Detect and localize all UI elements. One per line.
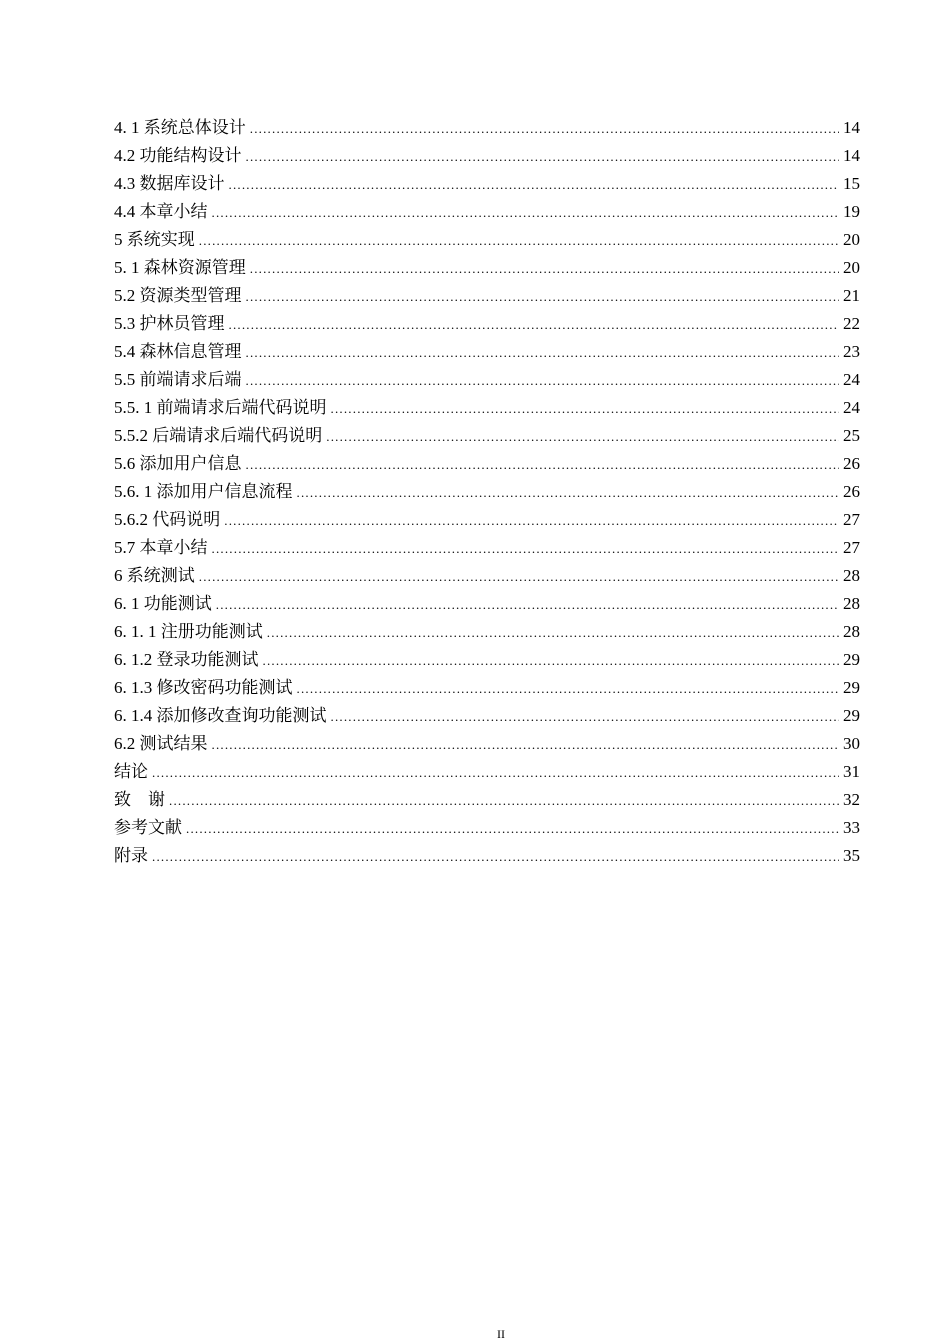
dot-leader: [199, 227, 839, 255]
toc-entry-page: 14: [843, 146, 860, 165]
toc-entry-page: 26: [843, 454, 860, 473]
toc-entry-title: 5.6.2 代码说明: [114, 510, 221, 529]
toc-entry[interactable]: [114, 646, 860, 674]
toc-entry-title: 4. 1 系统总体设计: [114, 118, 246, 137]
toc-entry-page: 19: [843, 202, 860, 221]
toc-entry-title: 5 系统实现: [114, 230, 195, 249]
toc-entry-title: 6. 1.2 登录功能测试: [114, 650, 259, 669]
dot-leader: [297, 675, 840, 703]
dot-leader: [250, 255, 839, 283]
toc-entry-title: 5.3 护林员管理: [114, 314, 225, 333]
toc-entry-page: 27: [843, 510, 860, 529]
toc-entry-title: 5.4 森林信息管理: [114, 342, 242, 361]
table-of-contents: [114, 114, 860, 870]
toc-entry[interactable]: [114, 142, 860, 170]
toc-entry[interactable]: [114, 478, 860, 506]
toc-entry[interactable]: [114, 618, 860, 646]
toc-entry-page: 22: [843, 314, 860, 333]
toc-entry-title: 6. 1.4 添加修改查询功能测试: [114, 706, 327, 725]
toc-entry[interactable]: [114, 310, 860, 338]
toc-entry-page: 33: [843, 818, 860, 837]
toc-entry-page: 29: [843, 650, 860, 669]
dot-leader: [326, 423, 839, 451]
dot-leader: [246, 451, 840, 479]
toc-entry[interactable]: [114, 338, 860, 366]
toc-entry-page: 25: [843, 426, 860, 445]
dot-leader: [246, 143, 840, 171]
dot-leader: [246, 367, 840, 395]
toc-entry[interactable]: [114, 730, 860, 758]
toc-entry-page: 32: [843, 790, 860, 809]
toc-entry-title: 5.5. 1 前端请求后端代码说明: [114, 398, 327, 417]
toc-entry-title: 6 系统测试: [114, 566, 195, 585]
dot-leader: [331, 703, 840, 731]
toc-entry[interactable]: [114, 422, 860, 450]
toc-entry[interactable]: [114, 562, 860, 590]
toc-entry-title: 结论: [114, 762, 148, 781]
dot-leader: [263, 647, 840, 675]
toc-entry-page: 28: [843, 622, 860, 641]
toc-entry-page: 15: [843, 174, 860, 193]
toc-entry-page: 20: [843, 230, 860, 249]
toc-entry-title: 4.3 数据库设计: [114, 174, 225, 193]
dot-leader: [152, 843, 839, 871]
toc-entry[interactable]: [114, 282, 860, 310]
toc-entry-title: 4.2 功能结构设计: [114, 146, 242, 165]
toc-entry[interactable]: [114, 842, 860, 870]
toc-entry-title: 4.4 本章小结: [114, 202, 208, 221]
dot-leader: [199, 563, 839, 591]
toc-entry-title: 6.2 测试结果: [114, 734, 208, 753]
dot-leader: [186, 815, 839, 843]
toc-entry-page: 26: [843, 482, 860, 501]
dot-leader: [169, 787, 839, 815]
toc-entry[interactable]: [114, 226, 860, 254]
toc-entry-title: 参考文献: [114, 818, 182, 837]
toc-entry-title: 附录: [114, 846, 148, 865]
dot-leader: [212, 731, 840, 759]
dot-leader: [224, 507, 839, 535]
dot-leader: [229, 171, 840, 199]
toc-entry[interactable]: [114, 170, 860, 198]
toc-entry[interactable]: [114, 674, 860, 702]
dot-leader: [250, 115, 839, 143]
toc-entry[interactable]: [114, 590, 860, 618]
toc-entry-page: 29: [843, 706, 860, 725]
toc-entry-page: 27: [843, 538, 860, 557]
toc-entry-title: 致 谢: [114, 790, 165, 809]
toc-entry-page: 24: [843, 398, 860, 417]
toc-entry[interactable]: [114, 786, 860, 814]
dot-leader: [267, 619, 839, 647]
toc-entry-title: 5.5 前端请求后端: [114, 370, 242, 389]
toc-entry-page: 23: [843, 342, 860, 361]
toc-entry-page: 24: [843, 370, 860, 389]
toc-entry[interactable]: [114, 758, 860, 786]
toc-entry-title: 5.5.2 后端请求后端代码说明: [114, 426, 323, 445]
toc-entry[interactable]: [114, 366, 860, 394]
page-number: II: [497, 1327, 505, 1341]
toc-entry-page: 31: [843, 762, 860, 781]
toc-entry-title: 6. 1.3 修改密码功能测试: [114, 678, 293, 697]
toc-entry[interactable]: [114, 534, 860, 562]
toc-entry[interactable]: [114, 198, 860, 226]
toc-entry[interactable]: [114, 702, 860, 730]
toc-entry-title: 5.2 资源类型管理: [114, 286, 242, 305]
toc-entry-title: 5.6. 1 添加用户信息流程: [114, 482, 293, 501]
toc-entry-title: 6. 1 功能测试: [114, 594, 212, 613]
toc-entry-page: 14: [843, 118, 860, 137]
dot-leader: [212, 535, 840, 563]
toc-entry[interactable]: [114, 394, 860, 422]
dot-leader: [246, 283, 840, 311]
toc-entry[interactable]: [114, 506, 860, 534]
dot-leader: [246, 339, 840, 367]
dot-leader: [331, 395, 840, 423]
toc-entry-title: 5.6 添加用户信息: [114, 454, 242, 473]
toc-entry-title: 6. 1. 1 注册功能测试: [114, 622, 263, 641]
toc-entry[interactable]: [114, 814, 860, 842]
toc-entry-page: 35: [843, 846, 860, 865]
toc-entry-page: 28: [843, 594, 860, 613]
toc-entry-page: 30: [843, 734, 860, 753]
toc-entry-title: 5.7 本章小结: [114, 538, 208, 557]
toc-entry[interactable]: [114, 254, 860, 282]
dot-leader: [216, 591, 839, 619]
toc-entry[interactable]: [114, 114, 860, 142]
toc-entry-page: 29: [843, 678, 860, 697]
toc-entry-page: 20: [843, 258, 860, 277]
dot-leader: [212, 199, 840, 227]
toc-entry-title: 5. 1 森林资源管理: [114, 258, 246, 277]
dot-leader: [152, 759, 839, 787]
toc-entry-page: 21: [843, 286, 860, 305]
toc-entry[interactable]: [114, 450, 860, 478]
dot-leader: [229, 311, 840, 339]
dot-leader: [297, 479, 840, 507]
toc-entry-page: 28: [843, 566, 860, 585]
